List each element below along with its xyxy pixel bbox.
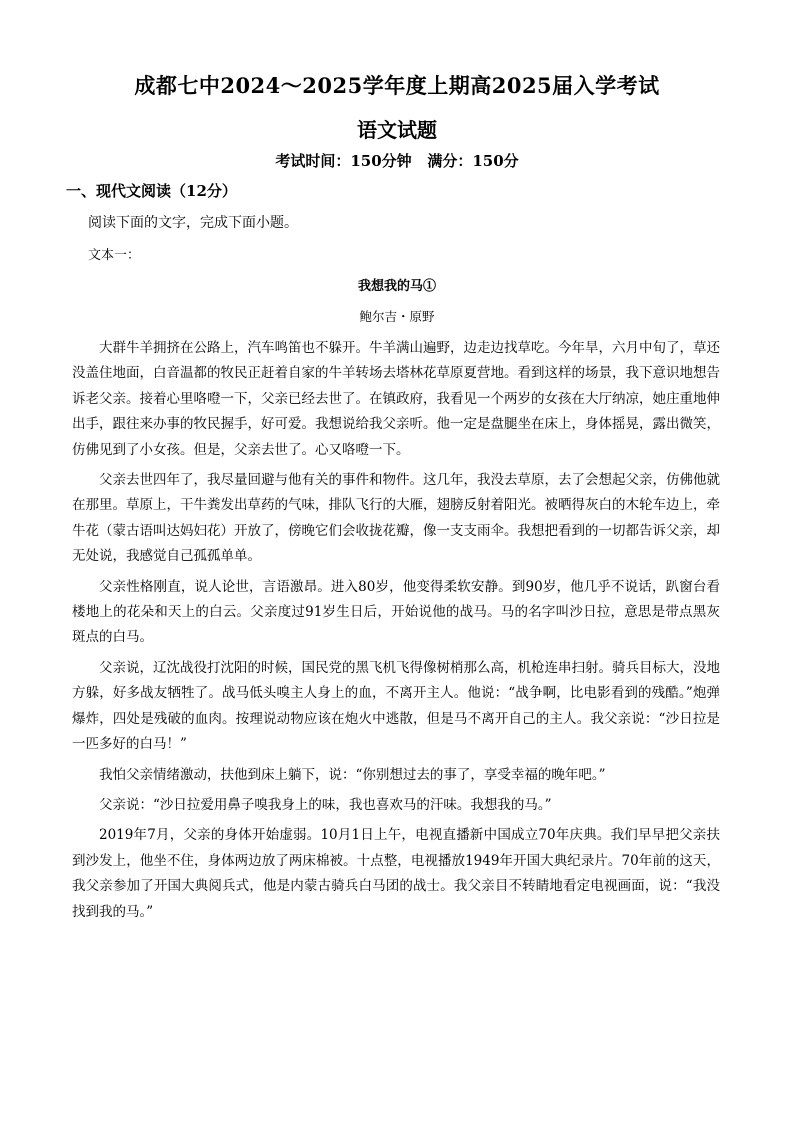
passage-author: 鲍尔吉・原野 — [359, 309, 435, 324]
exam-title: 成都七中2024～2025学年度上期高2025届入学考试 — [134, 73, 660, 98]
text-label: 文本一： — [88, 248, 141, 263]
paragraph: 父亲说：“沙日拉爱用鼻子嗅我身上的味，我也喜欢马的汗味。我想我的马。” — [99, 796, 552, 813]
exam-info: 考试时间：150分钟 满分：150分 — [275, 152, 519, 170]
paragraph: 大群牛羊拥挤在公路上，汽车鸣笛也不躲开。牛羊满山遍野，边走边找草吃。今年旱，六月中旬了，草还没盖住地面，白音温都的牧民正赶着自家的牛羊转场去塔林花草原夏营地。看到这样的场景，我下意识地想告诉老父亲。接着心里咯噔一下，父亲已经去世了。在镇政府，我看见一个两岁的女孩在大厅纳凉，她庄重地伸出手，跟往来办事的牧民握手，好可爱。我想说给我父亲听。他一定是盘腿坐在床上，身体摇晃，露出微笑，仿佛见到了小女孩。但是，父亲去世了。心又咯噔一下。 — [72, 340, 720, 458]
passage-body — [72, 336, 720, 930]
paragraph: 我怕父亲情绪激动，扶他到床上躺下，说：“你别想过去的事了，享受幸福的晚年吧。” — [99, 766, 606, 783]
instruction-text: 阅读下面的文字，完成下面小题。 — [88, 215, 298, 231]
paragraph: 父亲性格刚直，说人论世，言语激昂。进入80岁，他变得柔软安静。到90岁，他几乎不说话，趴窗台看楼地上的花朵和天上的白云。父亲度过91岁生日后，开始说他的战马。马的名字叫沙日拉，意思是带点黑灰斑点的白马。 — [72, 578, 720, 646]
passage-title: 我想我的马① — [357, 279, 436, 294]
subject-title: 语文试题 — [357, 118, 437, 142]
section-heading: 一、现代文阅读（12分） — [66, 182, 237, 200]
paragraph: 2019年7月，父亲的身体开始虚弱。10月1日上午，电视直播新中国成立70年庆典。我们早早把父亲扶到沙发上，他坐不住，身体两边放了两床棉被。十点整，电视播放1949年开国大典纪录片。70年前的这天，我父亲参加了开国大典阅兵式，他是内蒙古骑兵白马团的战士。我父亲目不转睛地看定电视画面，说：“我没找到我的马。” — [72, 827, 720, 920]
paragraph: 父亲去世四年了，我尽量回避与他有关的事件和物件。这几年，我没去草原，去了会想起父亲，仿佛他就在那里。草原上，干牛粪发出草药的气味，排队飞行的大雁，翅膀反射着阳光。被晒得灰白的木轮车边上，牵牛花（蒙古语叫达妈妇花）开放了，傍晚它们会收拢花瓣，像一支支雨伞。我想把看到的一切都告诉父亲，却无处说，我感觉自己孤孤单单。 — [72, 472, 720, 565]
paragraph: 父亲说，辽沈战役打沈阳的时候，国民党的黑飞机飞得像树梢那么高，机枪连串扫射。骑兵目标大，没地方躲，好多战友牺牲了。战马低头嗅主人身上的血，不离开主人。他说：“战争啊，比电影看到的残酷。”炮弹爆炸，四处是残破的血肉。按理说动物应该在炮火中逃散，但是马不离开自己的主人。我父亲说：“沙日拉是一匹多好的白马！” — [72, 659, 720, 753]
